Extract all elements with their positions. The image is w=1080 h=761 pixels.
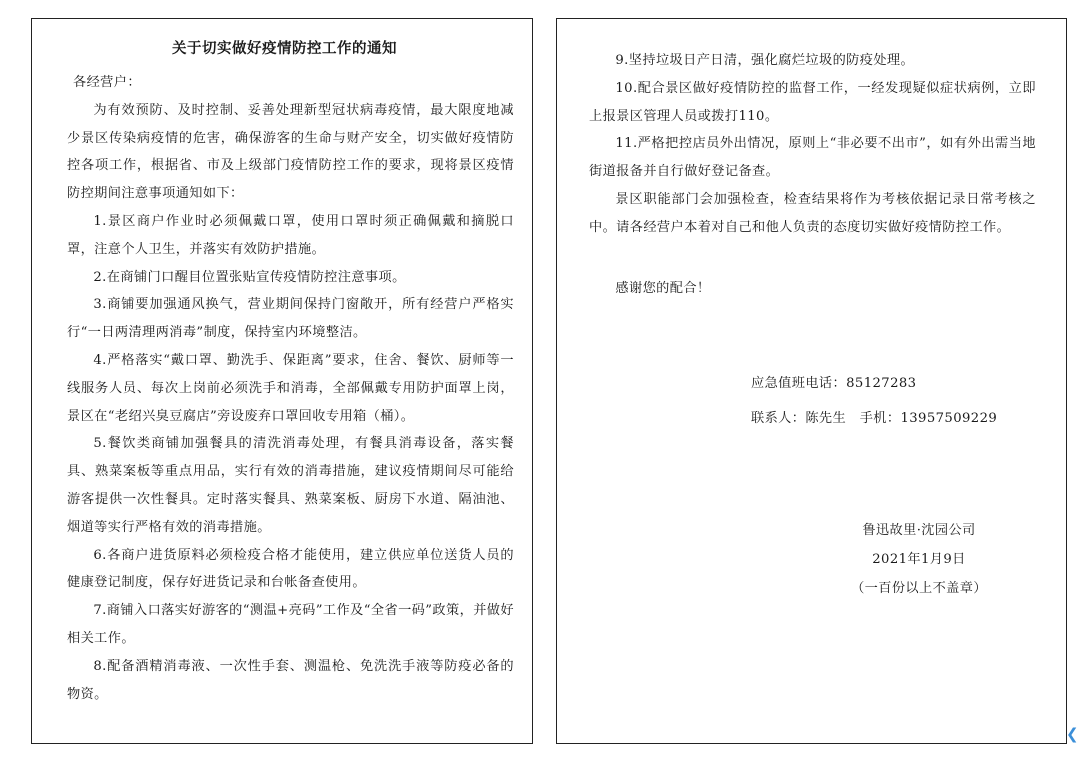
item-11: 11.严格把控店员外出情况，原则上“非必要不出市”，如有外出需当地街道报备并自行做好登记备查。 (589, 136, 1036, 180)
item-5: 5.餐饮类商铺加强餐具的清洗消毒处理，有餐具消毒设备，落实餐具、熟菜案板等重点用品，实行有效的消毒措施，建议疫情期间尽可能给游客提供一次性餐具。定时落实餐具、熟菜案板、厨房下水道、隔油池、烟道等实行严格有效的消毒措施。 (67, 436, 514, 535)
item-3: 3.商铺要加强通风换气，营业期间保持门窗敞开，所有经营户严格实行“一日两清理两消毒”制度，保持室内环境整洁。 (67, 297, 514, 341)
item-4: 4.严格落实“戴口罩、勤洗手、保距离”要求，住舍、餐饮、厨师等一线服务人员、每次上岗前必须洗手和消毒，全部佩戴专用防护面罩上岗，景区在“老绍兴臭豆腐店”旁设废弃口罩回收专用箱（桶）。 (67, 352, 514, 424)
closing-paragraph: 景区职能部门会加强检查，检查结果将作为考核依据记录日常考核之中。请各经营户本着对自己和他人负责的态度切实做好疫情防控工作。 (589, 191, 1036, 235)
issue-date: 2021年1月9日 (872, 552, 966, 568)
notice-page-left (31, 18, 533, 744)
notice-page-right (556, 18, 1067, 744)
item-1: 1.景区商户作业时必须佩戴口罩，使用口罩时须正确佩戴和摘脱口罩，注意个人卫生，并落实有效防护措施。 (67, 213, 514, 257)
hotline-line: 应急值班电话：85127283 (751, 376, 917, 392)
thanks-line: 感谢您的配合！ (615, 280, 711, 296)
stamp-note: （一百份以上不盖章） (851, 581, 987, 597)
intro-paragraph: 为有效预防、及时控制、妥善处理新型冠状病毒疫情，最大限度地减少景区传染病疫情的危害，确保游客的生命与财产安全，切实做好疫情防控各项工作，根据省、市及上级部门疫情防控工作的要求，现将景区疫情防控期间注意事项通知如下： (67, 102, 514, 202)
salutation: 各经营户： (73, 75, 141, 90)
item-2: 2.在商铺门口醒目位置张贴宣传疫情防控注意事项。 (93, 269, 406, 285)
notice-title: 关于切实做好疫情防控工作的通知 (172, 40, 397, 57)
item-10: 10.配合景区做好疫情防控的监督工作，一经发现疑似症状病例，立即上报景区管理人员或拨打110。 (589, 80, 1036, 124)
item-7: 7.商铺入口落实好游客的“测温+亮码”工作及“全省一码”政策，并做好相关工作。 (67, 603, 514, 646)
chevron-left-icon[interactable]: ❮ (1066, 725, 1079, 743)
item-8: 8.配备酒精消毒液、一次性手套、测温枪、免洗洗手液等防疫必备的物资。 (67, 658, 514, 702)
organization-name: 鲁迅故里·沈园公司 (862, 523, 976, 539)
item-9: 9.坚持垃圾日产日清，强化腐烂垃圾的防疫处理。 (615, 53, 915, 68)
item-6: 6.各商户进货原料必须检疫合格才能使用，建立供应单位送货人员的健康登记制度，保存好进货记录和台帐备查使用。 (67, 547, 514, 591)
contact-line: 联系人：陈先生 手机：13957509229 (751, 411, 998, 427)
